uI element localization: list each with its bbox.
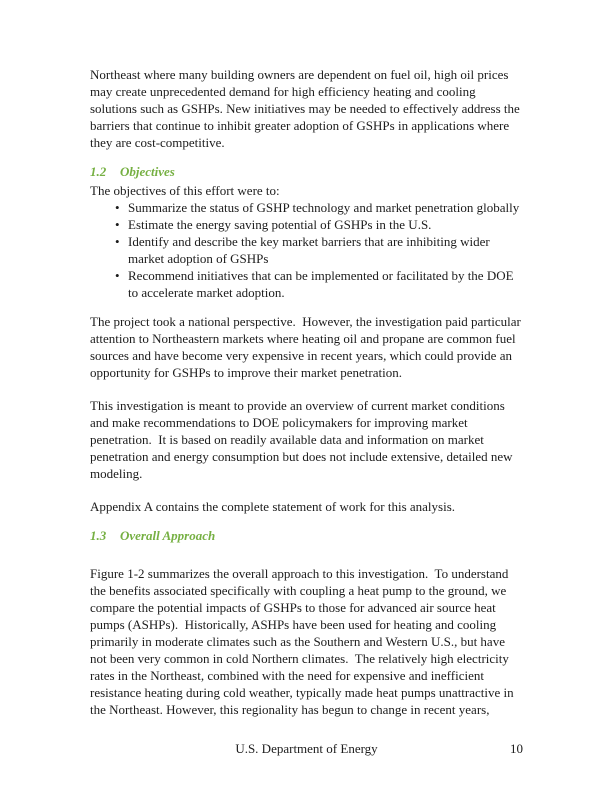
section-title: Objectives bbox=[120, 164, 175, 179]
bullet-icon: • bbox=[115, 268, 120, 283]
paragraph-fuel-oil: Northeast where many building owners are dependent on fuel oil, high oil prices may create unprecedented demand for high efficiency heating and cooling solutions such as GSHPs. New initiatives may be needed to effectively address the barriers that continue to inhibit greater adoption of GSHPs in applications where they are cost-competitive. bbox=[90, 67, 524, 150]
list-item-text: Recommend initiatives that can be implemented or facilitated by the DOE to accelerate market adoption. bbox=[128, 268, 514, 300]
paragraph-appendix: Appendix A contains the complete statement of work for this analysis. bbox=[90, 499, 456, 514]
list-item bbox=[115, 199, 523, 216]
section-number: 1.3 bbox=[90, 528, 107, 543]
page-footer bbox=[90, 740, 523, 757]
objectives-intro: The objectives of this effort were to: bbox=[90, 183, 280, 198]
section-heading-1-3 bbox=[90, 527, 523, 544]
section-heading-1-2 bbox=[90, 163, 523, 180]
footer-title: U.S. Department of Energy bbox=[235, 741, 378, 756]
list-item bbox=[115, 267, 523, 301]
paragraph-investigation-overview: This investigation is meant to provide an overview of current market conditions and make recommendations to DOE policymakers for improving market penetration. It is based on readily available data and information on market penetration and energy consumption but does not include extensive, detailed new modeling. bbox=[90, 398, 516, 481]
objectives-list bbox=[90, 199, 523, 301]
page-body bbox=[90, 66, 523, 734]
section-title: Overall Approach bbox=[120, 528, 216, 543]
list-item-text: Summarize the status of GSHP technology and market penetration globally bbox=[128, 200, 520, 215]
paragraph-national-perspective: The project took a national perspective. However, the investigation paid particular attention to Northeastern markets where heating oil and propane are common fuel sources and have become very expensive in recent years, which could provide an opportunity for GSHPs to improve their market penetration. bbox=[90, 314, 525, 380]
bullet-icon: • bbox=[115, 234, 120, 249]
bullet-icon: • bbox=[115, 200, 120, 215]
page-number: 10 bbox=[510, 741, 523, 756]
list-item bbox=[115, 216, 523, 233]
section-number: 1.2 bbox=[90, 164, 107, 179]
list-item bbox=[115, 233, 523, 267]
list-item-text: Identify and describe the key market barriers that are inhibiting wider market adoption of GSHPs bbox=[128, 234, 490, 266]
paragraph-overall-approach: Figure 1-2 summarizes the overall approach to this investigation. To understand the benefits associated specifically with coupling a heat pump to the ground, we compare the potential impacts of GSHPs to those for advanced air source heat pumps (ASHPs). Historically, ASHPs have been used for heating and cooling primarily in moderate climates such as the Southern and Western U.S., but have not been very common in cold Northern climates. The relatively high electricity rates in the Northeast, combined with the need for expensive and inefficient resistance heating during cold weather, typically made heat pumps unattractive in the Northeast. However, this regionality has begun to change in recent years, bbox=[90, 566, 517, 717]
bullet-icon: • bbox=[115, 217, 120, 232]
list-item-text: Estimate the energy saving potential of GSHPs in the U.S. bbox=[128, 217, 432, 232]
